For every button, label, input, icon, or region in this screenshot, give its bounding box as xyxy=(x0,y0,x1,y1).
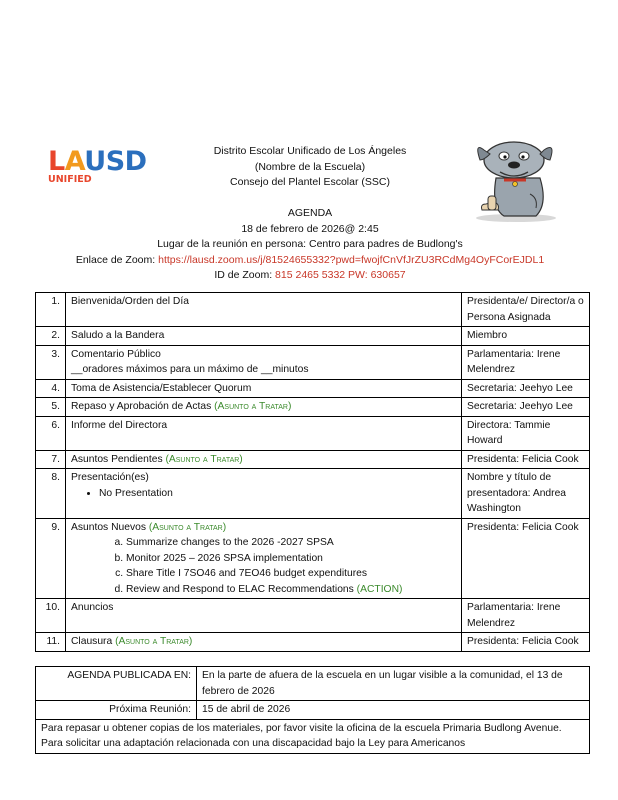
item-cell xyxy=(66,345,462,379)
item-title: Clausura xyxy=(71,636,116,647)
action-tag: (Asunto a Tratar) xyxy=(214,401,292,412)
next-meeting-value: 15 de abril de 2026 xyxy=(197,701,590,720)
item-person: Parlamentaria: Irene Melendrez xyxy=(462,345,590,379)
item-number: 1. xyxy=(36,293,66,327)
action-tag: (Asunto a Tratar) xyxy=(165,453,243,465)
zoom-id-line xyxy=(40,268,580,284)
logo-unified: UNIFIED xyxy=(48,174,92,185)
footer-table xyxy=(35,666,590,754)
agenda-header xyxy=(40,206,580,284)
item-title: Toma de Asistencia/Establecer Quorum xyxy=(66,379,462,398)
action-label: (ACTION) xyxy=(356,583,403,595)
item-person: Presidenta: Felicia Cook xyxy=(462,633,590,652)
item-person: Secretaria: Jeehyo Lee xyxy=(462,398,590,417)
list-item-text: Review and Respond to ELAC Recommendations xyxy=(126,583,357,595)
zoom-link-label: Enlace de Zoom: xyxy=(75,253,159,266)
item-title: Saludo a la Bandera xyxy=(66,327,462,346)
item-cell xyxy=(66,469,462,519)
item-number: 2. xyxy=(36,327,66,346)
table-row xyxy=(36,345,590,379)
item-person: Presidenta/e/ Director/a o Persona Asignada xyxy=(462,293,590,327)
table-row xyxy=(36,701,590,720)
table-row xyxy=(36,667,590,701)
table-row xyxy=(36,379,590,398)
item-person: Presidenta: Felicia Cook xyxy=(462,450,590,469)
item-cell xyxy=(66,633,462,652)
action-tag: (Asunto a Tratar) xyxy=(115,636,193,647)
item-number: 4. xyxy=(36,379,66,398)
item-person: Secretaria: Jeehyo Lee xyxy=(462,379,590,398)
item-person: Nombre y título de presentadora: Andrea Washington xyxy=(462,469,590,519)
item-number: 11. xyxy=(36,633,66,652)
list-item: a. Summarize changes to the 2026 -2027 SPSA xyxy=(126,535,456,551)
agenda-table xyxy=(35,292,590,652)
item-cell xyxy=(66,518,462,599)
agenda-title: AGENDA xyxy=(287,207,333,219)
meeting-date: 18 de febrero de 2026@ 2:45 xyxy=(241,222,379,235)
table-row xyxy=(36,398,590,417)
item-number: 5. xyxy=(36,398,66,417)
table-row xyxy=(36,518,590,599)
meeting-location: Lugar de la reunión en persona: Centro para padres de Budlong's xyxy=(157,238,463,250)
item-title: Comentario Público xyxy=(71,348,161,360)
list-item: b. Monitor 2025 – 2026 SPSA implementation xyxy=(126,551,456,567)
zoom-id: 815 2465 5332 PW: 630657 xyxy=(275,269,406,281)
item-number: 3. xyxy=(36,345,66,379)
district-name: Distrito Escolar Unificado de Los Ángeles xyxy=(213,145,407,157)
council-name: Consejo del Plantel Escolar (SSC) xyxy=(230,176,390,188)
table-row xyxy=(36,450,590,469)
item-title: Asuntos Pendientes xyxy=(71,453,166,465)
item-detail: __oradores máximos para un máximo de __minutos xyxy=(71,364,309,375)
table-row xyxy=(36,416,590,450)
zoom-id-label: ID de Zoom: xyxy=(214,269,276,281)
table-row xyxy=(36,327,590,346)
list-item xyxy=(126,582,456,598)
next-meeting-label: Próxima Reunión: xyxy=(36,701,197,720)
item-cell xyxy=(66,450,462,469)
table-row xyxy=(36,469,590,519)
new-business-list xyxy=(71,535,456,597)
zoom-link-line xyxy=(40,253,580,269)
table-row xyxy=(36,599,590,633)
table-row xyxy=(36,293,590,327)
table-row xyxy=(36,719,590,753)
logo-wordmark: LAUSD xyxy=(48,146,147,177)
list-item: c. Share Title I 7SO46 and 7EO46 budget expenditures xyxy=(126,566,456,582)
item-title: Bienvenida/Orden del Día xyxy=(66,293,462,327)
item-cell xyxy=(66,398,462,417)
item-number: 10. xyxy=(36,599,66,633)
list-item: • No Presentation xyxy=(99,486,456,502)
item-person: Parlamentaria: Irene Melendrez xyxy=(462,599,590,633)
zoom-link[interactable]: https://lausd.zoom.us/j/81524655332?pwd=fwojfCnVfJrZU3RCdMg4OyFCorEJDL1 xyxy=(158,253,545,266)
item-title: Informe del Directora xyxy=(66,416,462,450)
presentation-list xyxy=(71,486,456,502)
item-number: 6. xyxy=(36,416,66,450)
item-person: Miembro xyxy=(462,327,590,346)
table-row xyxy=(36,633,590,652)
header-block xyxy=(40,144,580,191)
item-number: 9. xyxy=(36,518,66,599)
item-number: 8. xyxy=(36,469,66,519)
item-title: Presentación(es) xyxy=(71,472,149,483)
item-person: Presidenta: Felicia Cook xyxy=(462,518,590,599)
item-title: Repaso y Aprobación de Actas xyxy=(71,401,215,412)
school-name: (Nombre de la Escuela) xyxy=(254,160,366,173)
item-title: Anuncios xyxy=(66,599,462,633)
item-person: Directora: Tammie Howard xyxy=(462,416,590,450)
materials-note: Para repasar u obtener copias de los materiales, por favor visite la oficina de la escuela Primaria Budlong Avenue. Para solicitar una adaptación relacionada con una discapacidad bajo la Ley para Americanos xyxy=(36,719,590,753)
item-number: 7. xyxy=(36,450,66,469)
item-title: Asuntos Nuevos xyxy=(71,521,149,533)
published-label: AGENDA PUBLICADA EN: xyxy=(36,667,197,701)
action-tag: (Asunto a Tratar) xyxy=(148,521,227,533)
published-value: En la parte de afuera de la escuela en un lugar visible a la comunidad, el 13 de febrero de 2026 xyxy=(197,667,590,701)
